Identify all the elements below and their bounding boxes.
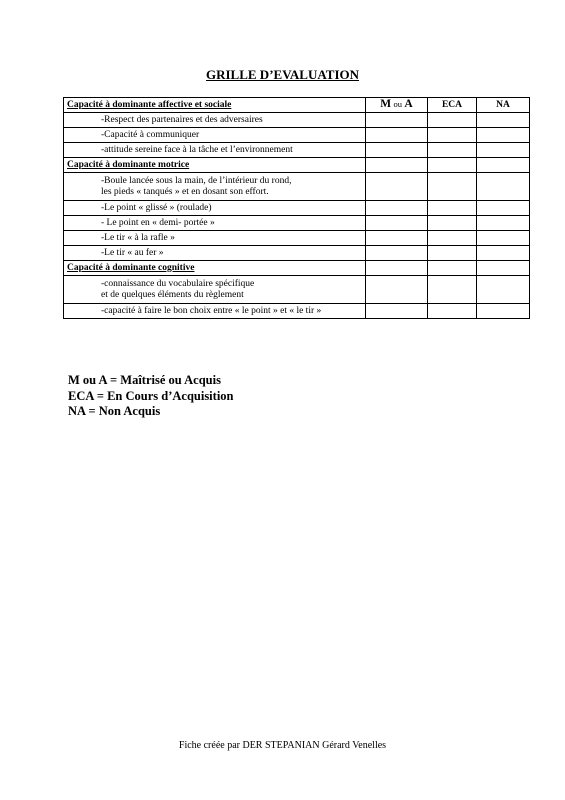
criterion-row (64, 276, 530, 304)
mark-cell-eca[interactable] (428, 143, 477, 158)
section-row (64, 98, 530, 113)
section-heading: Capacité à dominante motrice (64, 158, 366, 173)
criterion-text-line: -Le tir « à la rafle » (101, 232, 175, 243)
section-heading: Capacité à dominante affective et sociale (64, 98, 366, 113)
criterion-label (64, 216, 366, 231)
legend (68, 373, 234, 420)
mark-cell-na[interactable] (477, 304, 530, 319)
criterion-text-line: -Le point « glissé » (roulade) (101, 202, 212, 213)
mark-cell-eca[interactable] (428, 304, 477, 319)
criterion-row (64, 201, 530, 216)
criterion-text-line: -Le tir « au fer » (101, 247, 164, 258)
mark-cell-eca[interactable] (428, 128, 477, 143)
criterion-row (64, 304, 530, 319)
mark-cell-m-ou-a[interactable] (366, 246, 428, 261)
criterion-label (64, 231, 366, 246)
section-heading: Capacité à dominante cognitive (64, 261, 366, 276)
criterion-label (64, 246, 366, 261)
section-m-ou-a-cell (366, 158, 428, 173)
mark-cell-m-ou-a[interactable] (366, 128, 428, 143)
evaluation-grid-body (64, 98, 530, 319)
criterion-label (64, 128, 366, 143)
mark-cell-eca[interactable] (428, 246, 477, 261)
evaluation-grid (63, 97, 530, 319)
criterion-text-line: et de quelques éléments du règlement (101, 289, 244, 300)
criterion-label (64, 113, 366, 128)
mark-cell-na[interactable] (477, 246, 530, 261)
criterion-text-line: -Boule lancée sous la main, de l’intérieur du rond, (101, 175, 292, 186)
column-header-eca: ECA (428, 98, 477, 113)
criterion-text-line: les pieds « tanqués » et en dosant son effort. (101, 186, 269, 197)
legend-item-m-ou-a: M ou A = Maîtrisé ou Acquis (68, 373, 221, 387)
column-header-a: A (404, 98, 413, 110)
criterion-label (64, 201, 366, 216)
mark-cell-na[interactable] (477, 201, 530, 216)
column-header-na: NA (477, 98, 530, 113)
mark-cell-m-ou-a[interactable] (366, 113, 428, 128)
section-row (64, 158, 530, 173)
section-eca-cell (428, 261, 477, 276)
legend-item-eca: ECA = En Cours d’Acquisition (68, 388, 234, 403)
mark-cell-eca[interactable] (428, 276, 477, 304)
criterion-text-line: -attitude sereine face à la tâche et l’environnement (101, 144, 293, 155)
mark-cell-eca[interactable] (428, 201, 477, 216)
column-header-m-ou-a (366, 98, 428, 113)
column-header-m: M (380, 98, 392, 110)
section-m-ou-a-cell (366, 261, 428, 276)
mark-cell-na[interactable] (477, 143, 530, 158)
section-na-cell (477, 158, 530, 173)
mark-cell-m-ou-a[interactable] (366, 231, 428, 246)
mark-cell-m-ou-a[interactable] (366, 143, 428, 158)
section-eca-cell (428, 158, 477, 173)
mark-cell-m-ou-a[interactable] (366, 304, 428, 319)
criterion-text-line: -connaissance du vocabulaire spécifique (101, 278, 255, 289)
criterion-label (64, 304, 366, 319)
mark-cell-na[interactable] (477, 128, 530, 143)
criterion-label (64, 276, 366, 304)
criterion-row (64, 246, 530, 261)
mark-cell-eca[interactable] (428, 113, 477, 128)
criterion-label (64, 173, 366, 201)
mark-cell-eca[interactable] (428, 173, 477, 201)
criterion-text-line: -capacité à faire le bon choix entre « le point » et « le tir » (101, 305, 322, 316)
page-title: GRILLE D’EVALUATION (205, 67, 360, 82)
mark-cell-na[interactable] (477, 276, 530, 304)
mark-cell-m-ou-a[interactable] (366, 276, 428, 304)
section-na-cell (477, 261, 530, 276)
legend-item-na: NA = Non Acquis (68, 404, 161, 418)
mark-cell-eca[interactable] (428, 231, 477, 246)
criterion-text-line: - Le point en « demi- portée » (101, 217, 215, 228)
mark-cell-na[interactable] (477, 231, 530, 246)
mark-cell-m-ou-a[interactable] (366, 173, 428, 201)
criterion-row (64, 173, 530, 201)
column-header-ou: ou (393, 99, 403, 109)
criterion-label (64, 143, 366, 158)
mark-cell-na[interactable] (477, 113, 530, 128)
mark-cell-eca[interactable] (428, 216, 477, 231)
criterion-row (64, 143, 530, 158)
mark-cell-na[interactable] (477, 216, 530, 231)
mark-cell-m-ou-a[interactable] (366, 201, 428, 216)
section-row (64, 261, 530, 276)
footer-credit: Fiche créée par DER STEPANIAN Gérard Venelles (178, 740, 387, 751)
criterion-text-line: -Respect des partenaires et des adversaires (101, 114, 263, 125)
criterion-row (64, 216, 530, 231)
mark-cell-na[interactable] (477, 173, 530, 201)
criterion-row (64, 128, 530, 143)
criterion-text-line: -Capacité à communiquer (101, 129, 200, 140)
criterion-row (64, 113, 530, 128)
criterion-row (64, 231, 530, 246)
mark-cell-m-ou-a[interactable] (366, 216, 428, 231)
